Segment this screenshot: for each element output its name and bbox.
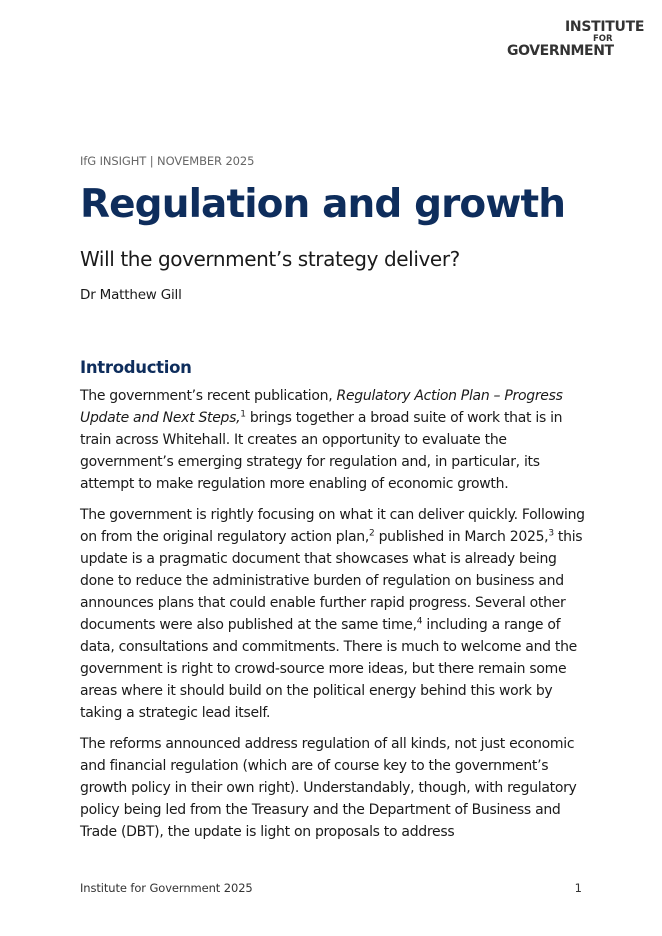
- logo-line-government: GOVERNMENT: [507, 42, 614, 59]
- paragraph-2-text-a: The government is rightly focusing on what it can deliver quickly. Following on from the original regulatory action plan,: [80, 507, 585, 545]
- paragraph-1: [80, 385, 585, 495]
- page-title: Regulation and growth: [80, 182, 566, 227]
- footnote-ref-4[interactable]: 4: [416, 616, 423, 627]
- footnote-ref-2[interactable]: 2: [368, 528, 375, 539]
- footnote-ref-1[interactable]: 1: [240, 409, 246, 420]
- author-name: Dr Matthew Gill: [80, 287, 182, 303]
- paragraph-2-text-c: this update is a pragmatic document that showcases what is already being done to reduce the administrative burden of regulation on business and announces plans that could enable further rapid progress. Several other documents were also published at the same time,: [80, 529, 583, 633]
- paragraph-2-text-b: published in March 2025,: [374, 529, 549, 545]
- logo-line-for: FOR: [593, 34, 613, 44]
- paragraph-2: [80, 504, 585, 724]
- section-heading-introduction: Introduction: [80, 358, 192, 377]
- logo-line-institute: INSTITUTE: [565, 19, 645, 35]
- footnote-ref-3[interactable]: 3: [548, 528, 554, 539]
- page-number: 1: [574, 881, 582, 895]
- paragraph-1-text-a: The government’s recent publication,: [80, 388, 337, 404]
- ifg-logo: [505, 19, 645, 59]
- footer-copyright: Institute for Government 2025: [80, 881, 253, 895]
- paragraph-2-text-d: including a range of data, consultations and commitments. There is much to welcome and the government is right to crowd-source more ideas, but there remain some areas where it should build on the political energy behind this work by taking a strategic lead itself.: [80, 617, 577, 721]
- paragraph-1-text-b: brings together a broad suite of work that is in train across Whitehall. It creates an opportunity to evaluate the government’s emerging strategy for regulation and, in particular, its attempt to make regulation more enabling of economic growth.: [80, 410, 563, 492]
- paragraph-3: The reforms announced address regulation of all kinds, not just economic and financial regulation (which are of course key to the government’s growth policy in their own right). Understandably, though, with regulatory policy being led from the Treasury and the Department of Business and Trade (DBT), the update is light on proposals to address: [80, 736, 577, 840]
- paragraph-1-document-title: Regulatory Action Plan – Progress Update and Next Steps,: [80, 388, 563, 426]
- publication-kicker: IfG INSIGHT | NOVEMBER 2025: [80, 154, 255, 168]
- body-text: [80, 385, 585, 852]
- page-subtitle: Will the government’s strategy deliver?: [80, 247, 460, 271]
